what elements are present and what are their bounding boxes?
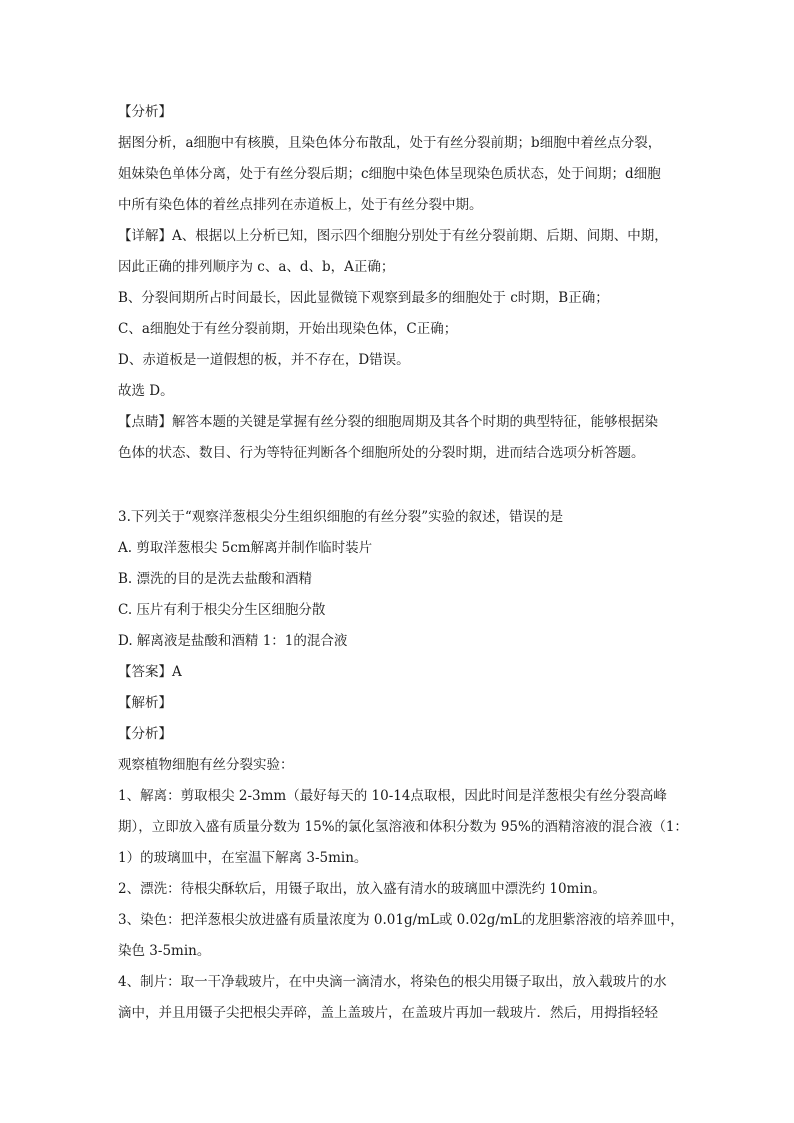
key-point-line: 【点睛】解答本题的关键是掌握有丝分裂的细胞周期及其各个时期的典型特征，能够根据染 — [118, 414, 658, 430]
step-1-line: 1、解离：剪取根尖 2-3mm（最好每天的 10-14点取根，因此时间是洋葱根尖有丝分裂高峰 — [118, 788, 667, 804]
step-4-line: 滴中，并且用镊子尖把根尖弄碎，盖上盖玻片，在盖玻片再加一载玻片．然后，用拇指轻轻 — [118, 1005, 658, 1021]
step-4-line: 4、制片：取一干净载玻片，在中央滴一滴清水，将染色的根尖用镊子取出，放入载玻片的水 — [118, 974, 667, 990]
step-1-line: 1）的玻璃皿中，在室温下解离 3-5min。 — [118, 850, 368, 866]
analysis-text-line: 据图分析，a细胞中有核膜，且染色体分布散乱，处于有丝分裂前期；b细胞中着丝点分裂， — [118, 135, 662, 151]
explanation-heading: 【解析】 — [118, 695, 172, 711]
experiment-intro-line: 观察植物细胞有丝分裂实验： — [118, 757, 294, 773]
detail-text-line: 因此正确的排列顺序为 c、a、d、b，A正确； — [118, 259, 395, 275]
option-d: D. 解离液是盐酸和酒精 1：1的混合液 — [118, 633, 348, 649]
option-c: C. 压片有利于根尖分生区细胞分散 — [118, 602, 326, 618]
detail-text-line: C、a细胞处于有丝分裂前期，开始出现染色体，C正确； — [118, 321, 458, 337]
option-b: B. 漂洗的目的是洗去盐酸和酒精 — [118, 571, 313, 587]
analysis-text-line: 中所有染色体的着丝点排列在赤道板上，处于有丝分裂中期。 — [118, 197, 483, 213]
answer-line: 【答案】A — [118, 664, 182, 680]
step-2-line: 2、漂洗：待根尖酥软后，用镊子取出，放入盛有清水的玻璃皿中漂洗约 10min。 — [118, 881, 606, 897]
analysis-heading: 【分析】 — [118, 726, 172, 742]
detail-text-line: 【详解】A、根据以上分析已知，图示四个细胞分别处于有丝分裂前期、后期、间期、中期， — [118, 228, 668, 244]
step-3-line: 染色 3-5min。 — [118, 943, 211, 959]
detail-text-line: D、赤道板是一道假想的板，并不存在，D错误。 — [118, 352, 410, 368]
analysis-text-line: 姐妹染色单体分离，处于有丝分裂后期；c细胞中染色体呈现染色质状态，处于间期；d细胞 — [118, 166, 661, 182]
step-1-line: 期），立即放入盛有质量分数为 15%的氯化氢溶液和体积分数为 95%的酒精溶液的混合液（1： — [118, 819, 688, 835]
question-3-stem: 3.下列关于“观察洋葱根尖分生组织细胞的有丝分裂”实验的叙述，错误的是 — [118, 509, 564, 525]
section-heading-analysis: 【分析】 — [118, 104, 172, 120]
answer-choice-line: 故选 D。 — [118, 383, 174, 399]
key-point-line: 色体的状态、数目、行为等特征判断各个细胞所处的分裂时期，进而结合选项分析答题。 — [118, 445, 645, 461]
step-3-line: 3、染色：把洋葱根尖放进盛有质量浓度为 0.01g/mL或 0.02g/mL的龙胆紫溶液的培养皿中， — [118, 912, 684, 928]
option-a: A. 剪取洋葱根尖 5cm解离并制作临时装片 — [118, 540, 373, 556]
detail-text-line: B、分裂间期所占时间最长，因此显微镜下观察到最多的细胞处于 c时期，B正确； — [118, 290, 609, 306]
